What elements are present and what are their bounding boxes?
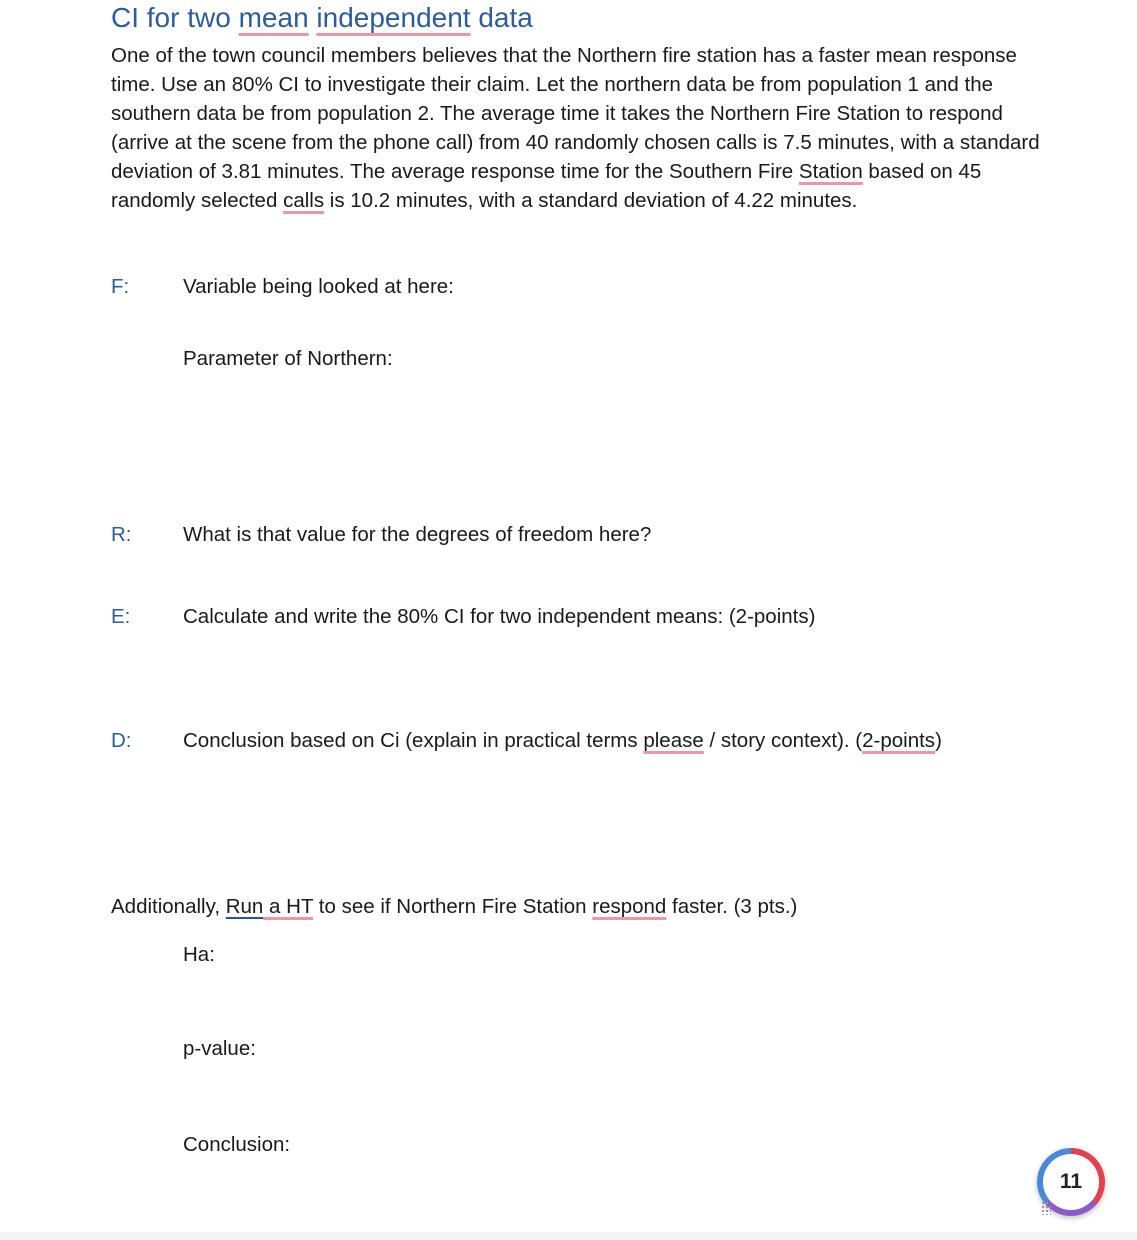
spellcheck-word-respond[interactable]: respond (592, 895, 667, 918)
prompt-parameter-northern: Parameter of Northern: (183, 347, 393, 370)
prompt-ht-conclusion: Conclusion: (183, 1133, 291, 1156)
problem-text-3: is 10.2 minutes, with a standard deviation of 4.22 minutes. (324, 189, 858, 212)
document-title (111, 2, 533, 34)
step-letter-e: E: (111, 605, 131, 628)
spellcheck-word-2-points[interactable]: 2-points (862, 729, 936, 752)
title-text-start: CI for two (111, 2, 239, 33)
spellcheck-word-please[interactable]: please (643, 729, 704, 752)
prompt-p-value: p-value: (183, 1037, 256, 1060)
title-word-independent[interactable]: independent (316, 2, 471, 33)
drag-handle-icon[interactable] (1041, 1201, 1051, 1215)
spellcheck-word-a[interactable]: a (263, 895, 281, 918)
problem-statement (111, 41, 1041, 215)
step-letter-r: R: (111, 523, 132, 546)
title-word-mean[interactable]: mean (238, 2, 309, 33)
hypothesis-test-instruction (111, 895, 797, 919)
bottom-edge (0, 1232, 1137, 1240)
conclusion-text-2: / story context). ( (703, 729, 863, 752)
prompt-alternative-hypothesis: Ha: (183, 943, 215, 966)
conclusion-text-3: ) (935, 729, 942, 752)
conclusion-text-1: Conclusion based on Ci (explain in practical terms (183, 729, 644, 752)
prompt-variable: Variable being looked at here: (183, 275, 454, 298)
spellcheck-word-ht[interactable]: HT (280, 895, 314, 918)
step-letter-d: D: (111, 729, 132, 752)
ht-text-3: faster. (3 pts.) (666, 895, 798, 918)
grammar-word-run[interactable]: Run (225, 895, 264, 918)
page-number: 11 (1043, 1154, 1099, 1210)
prompt-conclusion-ci (183, 729, 942, 753)
ht-text-2: to see if Northern Fire Station (313, 895, 593, 918)
step-letter-f: F: (111, 275, 130, 298)
spellcheck-word-calls[interactable]: calls (283, 189, 325, 212)
problem-text-2: based on 45 randomly selected (111, 160, 982, 212)
prompt-calculate-ci: Calculate and write the 80% CI for two independent means: (2-points) (183, 605, 816, 628)
problem-text-1: One of the town council members believes that the Northern fire station has a faster mean response time. Use an 80% CI to investigate their claim. Let the northern data be from population 1 and the southern data be from population 2. The average time it takes the Northern Fire Station to respond (arrive at the scene from the phone call) from 40 randomly chosen calls is 7.5 minutes, with a standard deviation of 3.81 minutes. The average response time for the Southern Fire (111, 44, 1040, 183)
spellcheck-word-station[interactable]: Station (798, 160, 863, 183)
title-text-end: data (470, 2, 533, 33)
ht-text-1: Additionally, (111, 895, 226, 918)
prompt-degrees-of-freedom: What is that value for the degrees of freedom here? (183, 523, 652, 546)
